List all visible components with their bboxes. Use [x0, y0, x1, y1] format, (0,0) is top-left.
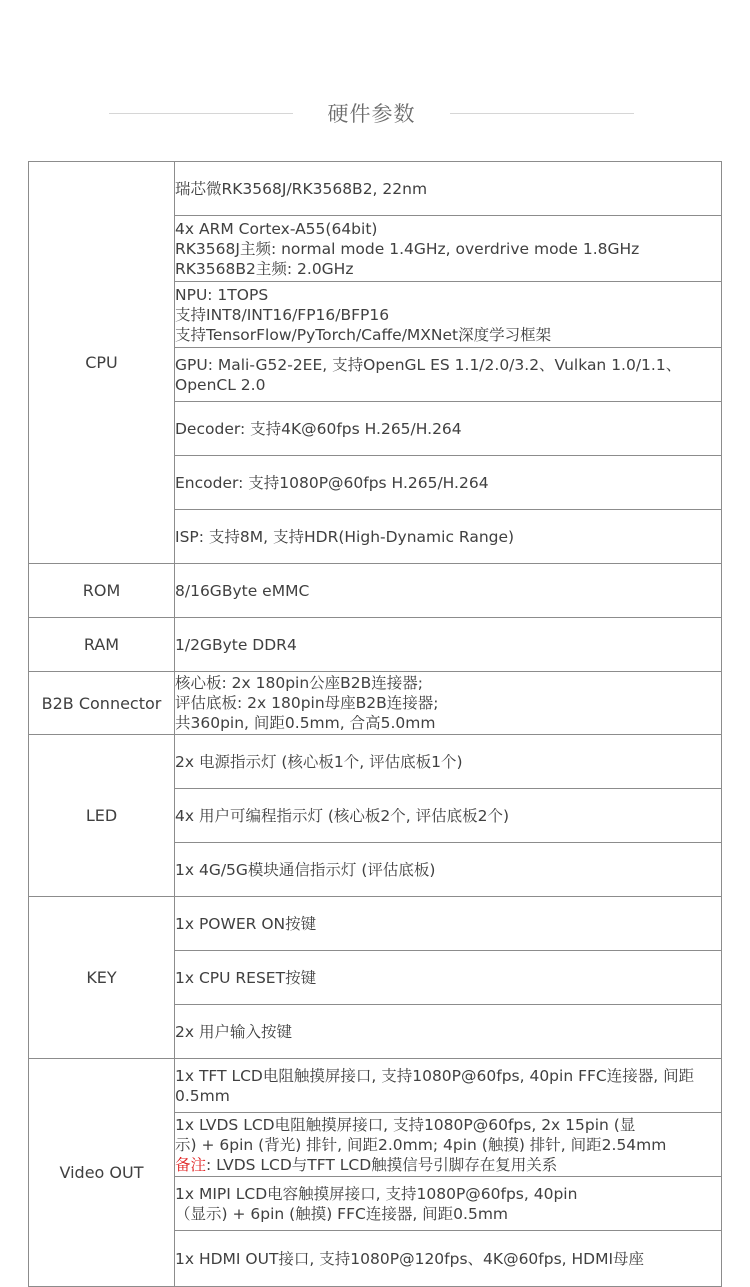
title-divider-right: [450, 113, 634, 114]
spec-cell: [175, 348, 722, 402]
spec-line: 支持INT8/INT16/FP16/BFP16: [175, 305, 390, 324]
spec-line: （显示) + 6pin (触摸) FFC连接器, 间距0.5mm: [175, 1204, 509, 1223]
spec-line: 1x 4G/5G模块通信指示灯 (评估底板): [175, 860, 436, 879]
table-row: [29, 897, 722, 951]
spec-cell: [175, 843, 722, 897]
spec-line: 1x LVDS LCD电阻触摸屏接口, 支持1080P@60fps, 2x 15pin (显: [175, 1115, 636, 1134]
table-row: [29, 162, 722, 216]
category-key: KEY: [29, 897, 175, 1059]
spec-line: NPU: 1TOPS: [175, 285, 269, 304]
spec-line: ISP: 支持8M, 支持HDR(High-Dynamic Range): [175, 527, 515, 546]
spec-line: GPU: Mali-G52-2EE, 支持OpenGL ES 1.1/2.0/3.2、Vulkan 1.0/1.1、OpenCL 2.0: [175, 355, 682, 394]
spec-line: Decoder: 支持4K@60fps H.265/H.264: [175, 419, 462, 438]
category-b2b-connector: B2B Connector: [29, 672, 175, 735]
table-row: [29, 672, 722, 735]
note-label: 备注: [175, 1155, 207, 1174]
spec-line: 核心板: 2x 180pin公座B2B连接器;: [175, 674, 424, 692]
spec-note-line: [175, 1155, 721, 1175]
spec-cell: [175, 402, 722, 456]
spec-line: RK3568J主频: normal mode 1.4GHz, overdrive mode 1.8GHz: [175, 239, 640, 258]
category-led: LED: [29, 735, 175, 897]
spec-cell: [175, 735, 722, 789]
category-cpu: CPU: [29, 162, 175, 564]
spec-line: Encoder: 支持1080P@60fps H.265/H.264: [175, 473, 489, 492]
note-text: : LVDS LCD与TFT LCD触摸信号引脚存在复用关系: [206, 1155, 558, 1174]
spec-line: RK3568B2主频: 2.0GHz: [175, 259, 354, 278]
spec-line: 1x POWER ON按键: [175, 914, 317, 933]
spec-cell: [175, 564, 722, 618]
category-video-out: Video OUT: [29, 1059, 175, 1287]
table-row: [29, 564, 722, 618]
spec-cell: [175, 897, 722, 951]
spec-cell: [175, 216, 722, 282]
spec-cell: [175, 1177, 722, 1231]
spec-line: 共360pin, 间距0.5mm, 合高5.0mm: [175, 714, 436, 732]
spec-cell: [175, 510, 722, 564]
spec-line: 2x 用户输入按键: [175, 1022, 292, 1041]
spec-cell: [175, 1231, 722, 1287]
spec-line: 示) + 6pin (背光) 排针, 间距2.0mm; 4pin (触摸) 排针, 间距2.54mm: [175, 1135, 667, 1154]
spec-cell: [175, 1005, 722, 1059]
spec-line: 1x CPU RESET按键: [175, 968, 317, 987]
spec-cell: [175, 672, 722, 735]
table-row: [29, 618, 722, 672]
spec-line: 1/2GByte DDR4: [175, 635, 297, 654]
spec-line: 2x 电源指示灯 (核心板1个, 评估底板1个): [175, 752, 463, 771]
spec-line: 8/16GByte eMMC: [175, 581, 310, 600]
table-row: [29, 735, 722, 789]
spec-line: 评估底板: 2x 180pin母座B2B连接器;: [175, 694, 439, 712]
title-divider-left: [109, 113, 293, 114]
spec-line: 支持TensorFlow/PyTorch/Caffe/MXNet深度学习框架: [175, 325, 552, 344]
spec-line: 4x 用户可编程指示灯 (核心板2个, 评估底板2个): [175, 806, 510, 825]
spec-line: 4x ARM Cortex-A55(64bit): [175, 219, 378, 238]
spec-line: 1x TFT LCD电阻触摸屏接口, 支持1080P@60fps, 40pin FFC连接器, 间距0.5mm: [175, 1066, 695, 1105]
spec-cell: [175, 1059, 722, 1113]
section-header: [0, 92, 750, 136]
hardware-spec-table: [28, 161, 722, 1287]
section-title: 硬件参数: [327, 102, 416, 126]
spec-line: 瑞芯微RK3568J/RK3568B2, 22nm: [175, 179, 428, 198]
spec-cell: [175, 618, 722, 672]
spec-cell: [175, 789, 722, 843]
spec-cell: [175, 162, 722, 216]
spec-cell: [175, 456, 722, 510]
spec-line: 1x MIPI LCD电容触摸屏接口, 支持1080P@60fps, 40pin: [175, 1184, 578, 1203]
category-ram: RAM: [29, 618, 175, 672]
spec-line: 1x HDMI OUT接口, 支持1080P@120fps、4K@60fps, HDMI母座: [175, 1249, 645, 1268]
spec-cell: [175, 1113, 722, 1177]
table-row: [29, 1059, 722, 1113]
spec-cell: [175, 282, 722, 348]
category-rom: ROM: [29, 564, 175, 618]
spec-cell: [175, 951, 722, 1005]
